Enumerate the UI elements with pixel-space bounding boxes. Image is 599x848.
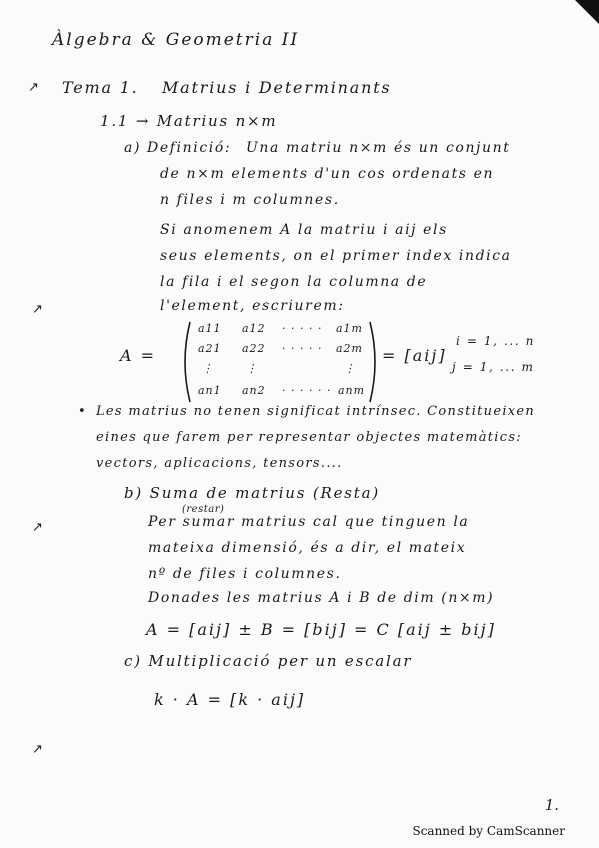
margin-tick-mark: ↗ (32, 302, 43, 317)
matrix-cell: a2m (336, 342, 363, 355)
suma-formula: A = [aij] ± B = [bij] = C [aij ± bij] (146, 620, 496, 639)
matrix-cell: ⋮ (246, 362, 258, 375)
matrix-cell: a1m (336, 322, 363, 335)
bullet-line: Les matrius no tenen significat intrínsec. Constitueixen (96, 404, 536, 419)
matrix-row (198, 384, 468, 402)
matrix-cell: an1 (198, 384, 222, 397)
matrix-cell: · · · · · (282, 342, 323, 355)
suma-line: Per sumar matrius cal que tinguen la (148, 514, 470, 530)
page-title: Àlgebra & Geometria II (52, 30, 300, 50)
definition-line: n files i m columnes. (160, 192, 340, 208)
suma-annotation: (restar) (182, 504, 225, 515)
matrix-cell: a12 (242, 322, 266, 335)
matrix-compact-notation: = [aij] (382, 346, 447, 365)
corner-fold-mark (575, 0, 599, 24)
suma-line: nº de files i columnes. (148, 566, 342, 582)
matrix-cell: anm (338, 384, 366, 397)
tema-label: Tema 1. (62, 78, 139, 97)
matrix-cell: · · · · · (282, 322, 323, 335)
suma-line: mateixa dimensió, és a dir, el mateix (148, 540, 467, 556)
matrix-cell: a21 (198, 342, 222, 355)
section-heading: 1.1 → Matrius n×m (100, 112, 278, 130)
definition-line: l'element, escriurem: (160, 298, 345, 314)
bullet-line: vectors, aplicacions, tensors.... (96, 456, 343, 471)
escalar-heading: c) Multiplicació per un escalar (124, 652, 413, 670)
matrix-cell: ⋮ (202, 362, 214, 375)
definition-line: Una matriu n×m és un conjunt (246, 140, 511, 156)
page-number: 1. (544, 796, 559, 814)
matrix-cell: · · · · · · (282, 384, 332, 397)
matrix-cell: a22 (242, 342, 266, 355)
definition-label: a) Definició: (124, 140, 232, 156)
matrix-cell: ⋮ (344, 362, 356, 375)
matrix-index-i: i = 1, ... n (456, 334, 535, 348)
definition-line: de n×m elements d'un cos ordenats en (160, 166, 495, 182)
suma-heading: b) Suma de matrius (Resta) (124, 484, 380, 502)
definition-line: Si anomenem A la matriu i aij els (160, 222, 448, 238)
matrix-cell: an2 (242, 384, 266, 397)
matrix-cell: a11 (198, 322, 222, 335)
margin-tick-mark: ↗ (28, 80, 39, 95)
definition-line: la fila i el segon la columna de (160, 274, 428, 290)
scanner-watermark: Scanned by CamScanner (412, 824, 565, 838)
escalar-formula: k · A = [k · aij] (154, 690, 306, 709)
bullet-line: eines que farem per representar objectes matemàtics: (96, 430, 522, 445)
margin-tick-mark: ↗ (32, 520, 43, 535)
matrix-row (198, 322, 468, 340)
margin-tick-mark: ↗ (32, 742, 43, 757)
definition-line: seus elements, on el primer index indica (160, 248, 512, 264)
tema-title: Matrius i Determinants (162, 78, 392, 97)
matrix-index-j: j = 1, ... m (452, 360, 535, 374)
suma-line: Donades les matrius A i B de dim (n×m) (148, 590, 495, 606)
matrix-lhs: A = (120, 346, 157, 365)
bullet-dot: • (78, 404, 86, 419)
